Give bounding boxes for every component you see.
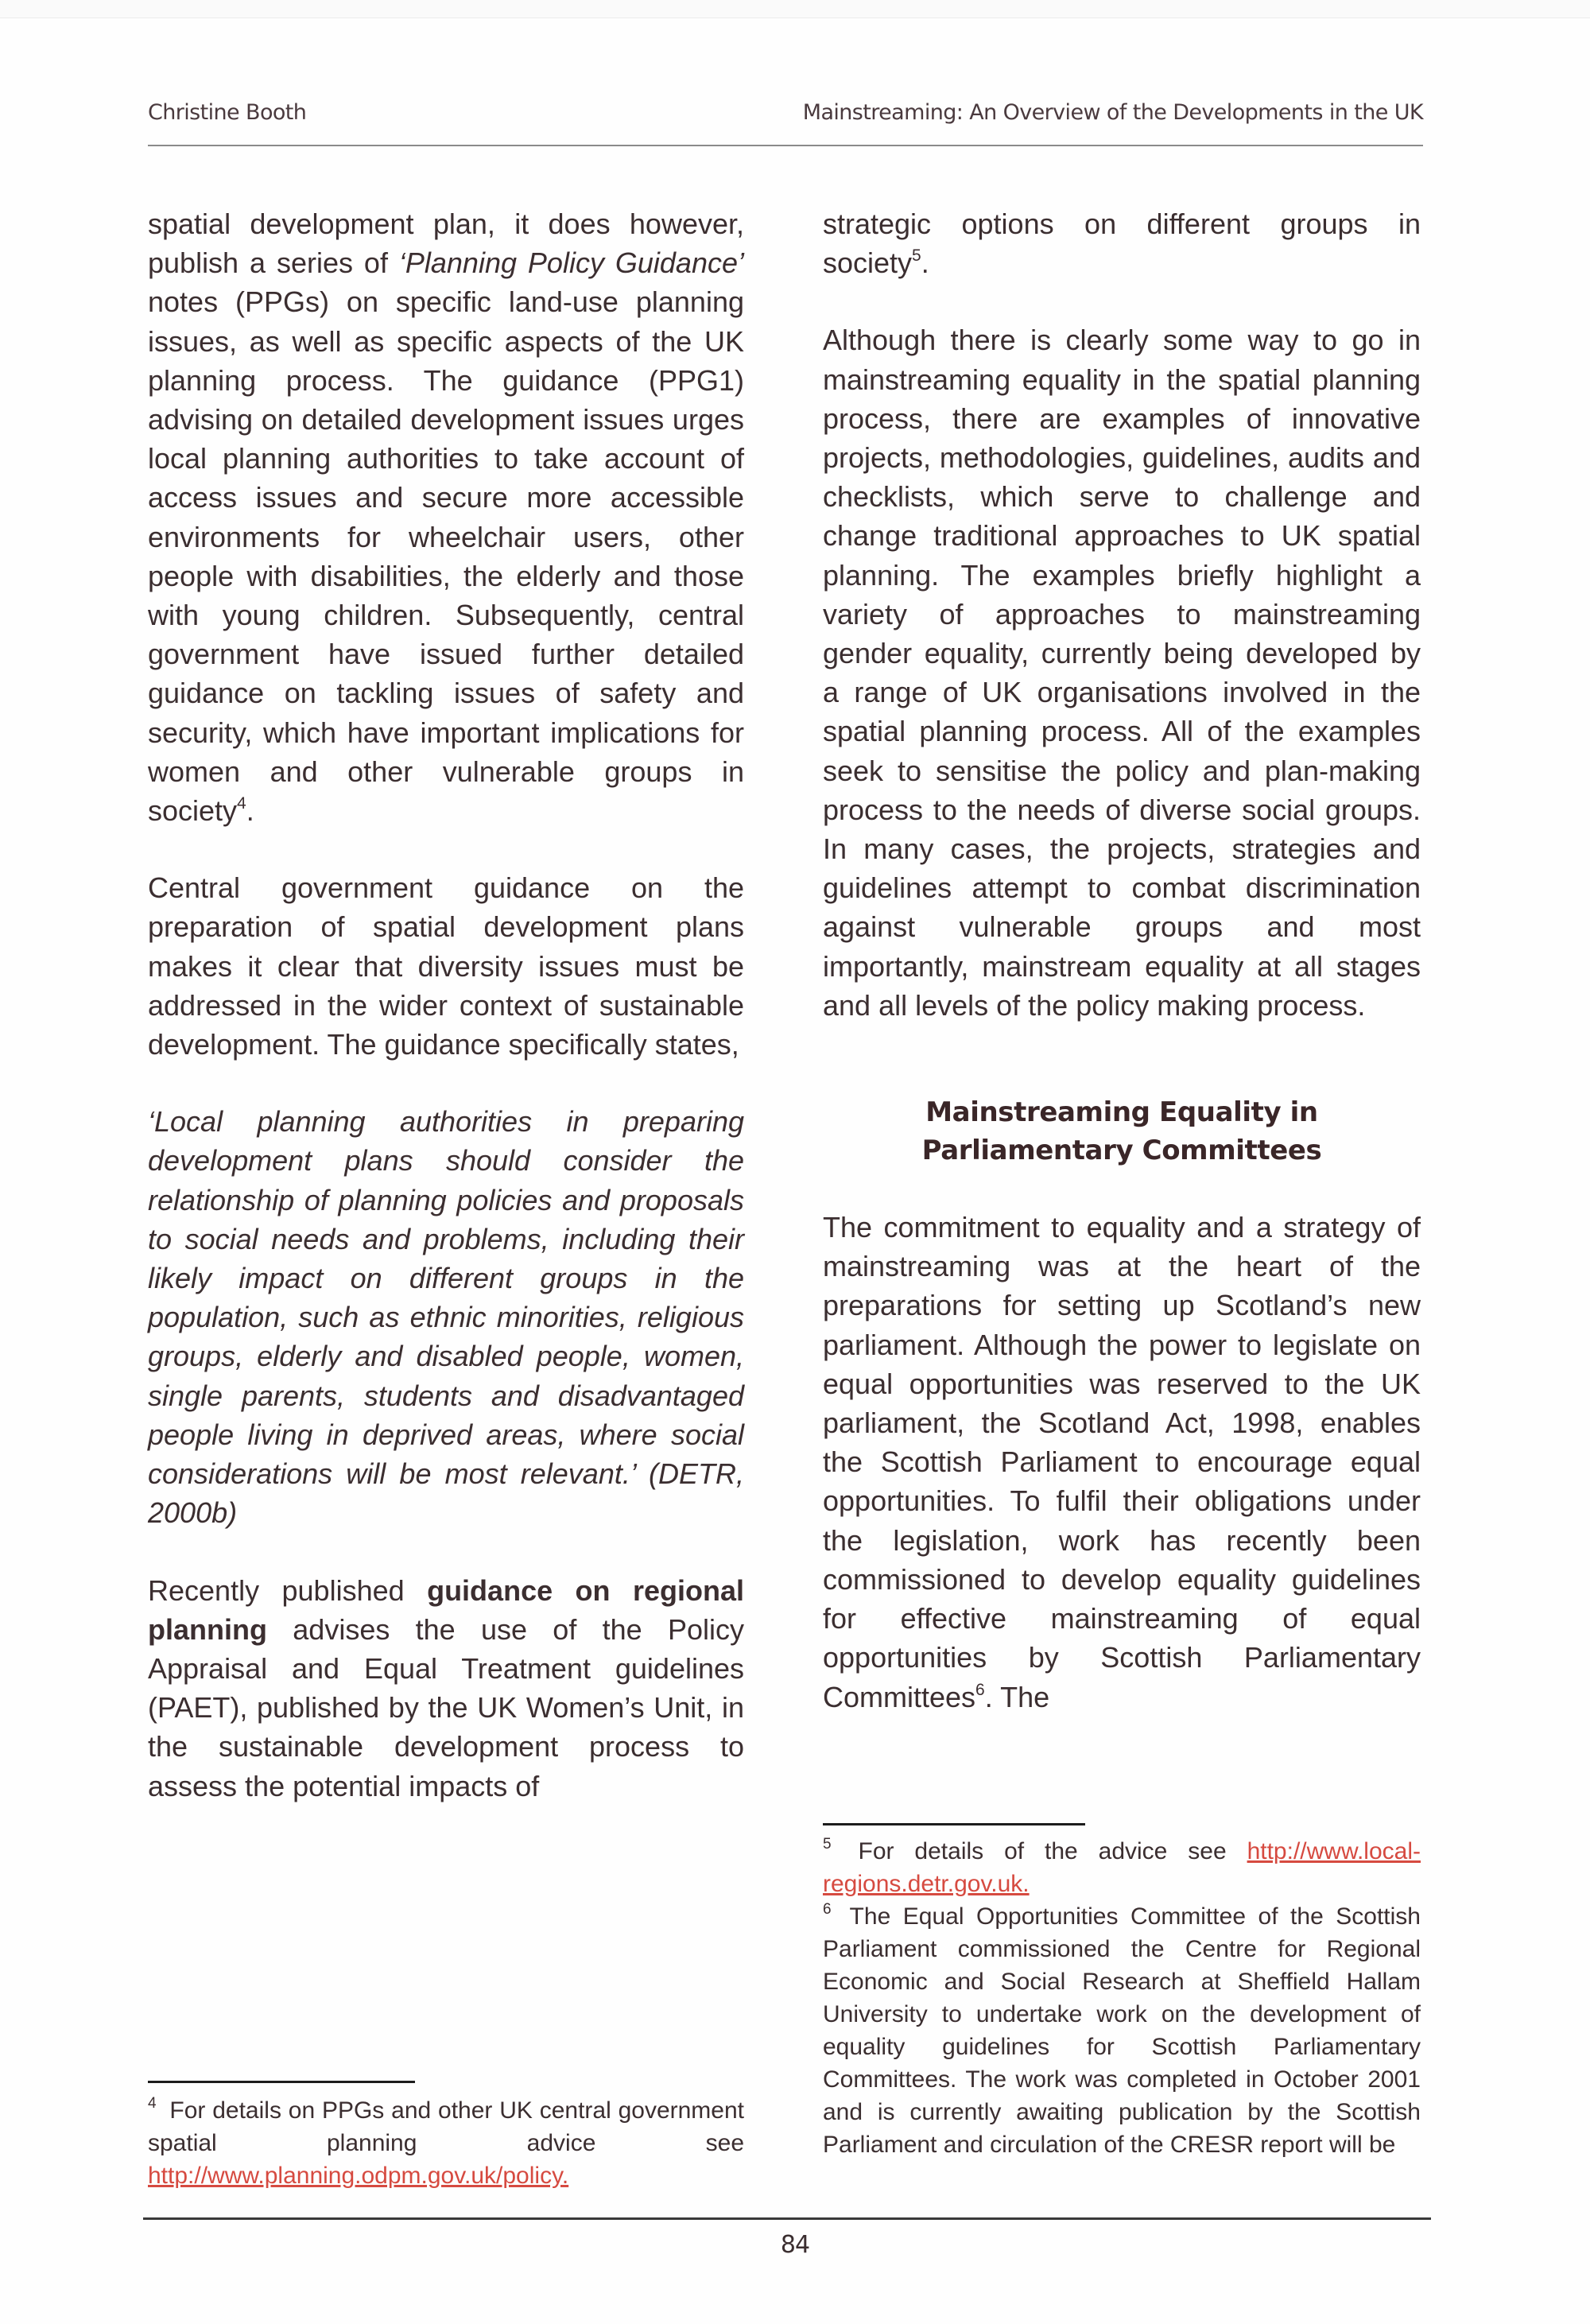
text-run: spatial development plan, it does however, publish a series of bbox=[148, 208, 744, 280]
text-run: The commitment to equality and a strategy of mainstreaming was at the heart of the preparations for setting up Scotland’s new parliament. Although the power to legislate on equal opportunities was reserved to the UK parliament, the Scotland Act, 1998, enables the Scottish Parliament to encourage equal opportunities. To fulfil their obligations under the legislation, work has recently been commissioned to develop equality guidelines for effective mainstreaming of equal opportunities by Scottish Parliamentary Committees bbox=[823, 1211, 1421, 1713]
header-title: Mainstreaming: An Overview of the Developments in the UK bbox=[802, 100, 1423, 125]
footnote-6 bbox=[823, 1900, 1421, 2161]
footnote-ref-4[interactable]: 4 bbox=[237, 794, 246, 813]
footnote-ref-5[interactable]: 5 bbox=[912, 246, 921, 266]
footnote-4 bbox=[148, 2094, 744, 2192]
header-rule bbox=[148, 145, 1423, 146]
text-run: advises the use of the Policy Appraisal and Equal Treatment guidelines (PAET), published by the UK Women’s Unit, in the sustainable development process to assess the potential impacts of bbox=[148, 1612, 744, 1802]
text-run: . bbox=[921, 246, 929, 280]
scan-top-edge bbox=[0, 0, 1590, 18]
footnote-ref-6[interactable]: 6 bbox=[975, 1680, 985, 1699]
footnote-5 bbox=[823, 1835, 1421, 1900]
footnotes-right bbox=[823, 1835, 1421, 2161]
paragraph-ppg bbox=[148, 204, 744, 830]
footnote-separator-right bbox=[823, 1823, 1085, 1825]
text-run: strategic options on different groups in society bbox=[823, 208, 1421, 280]
section-heading-line-2: Parliamentary Committees bbox=[921, 1135, 1322, 1167]
paragraph-strategic-options bbox=[823, 204, 1421, 282]
running-header bbox=[148, 100, 1423, 132]
footnotes-left bbox=[148, 2094, 744, 2192]
page-number: 84 bbox=[780, 2231, 810, 2259]
paragraph-central-guidance: Central government guidance on the preparation of spatial development plans makes it clear that diversity issues must be addressed in the wider context of sustainable development. The guidance specifically states, bbox=[148, 871, 744, 1061]
footnote-link[interactable]: http://www.planning.odpm.gov.uk/policy. bbox=[148, 2163, 569, 2189]
footnote-number: 6 bbox=[823, 1901, 832, 1918]
footnote-text: For details of the advice see bbox=[837, 1838, 1247, 1864]
bold-phrase: guidance on regional planning bbox=[148, 1573, 744, 1646]
paragraph-regional-planning bbox=[148, 1571, 744, 1806]
footnote-text: The Equal Opportunities Committee of the Scottish Parliament commissioned the Centre for Regional Economic and Social Research at Sheffield Hallam University to undertake work on the development of equality guidelines for Scottish Parliamentary Committees. The work was completed in October 2001 and is currently awaiting publication by the Scottish Parliament and circulation of the CRESR report will be bbox=[823, 1903, 1421, 2158]
text-run: notes (PPGs) on specific land-use planning issues, as well as specific aspects of the UK planning process. The guidance (PPG1) advising on detailed development issues urges local planning authorities to take account of access issues and secure more accessible environments for wheelchair users, other people with disabilities, the elderly and those with young children. Subsequently, central government have issued further detailed guidance on tackling issues of safety and security, which have important implications for women and other vulnerable groups in society bbox=[148, 285, 744, 828]
footnote-number: 4 bbox=[148, 2095, 157, 2112]
section-heading-line-1: Mainstreaming Equality in bbox=[925, 1096, 1318, 1129]
right-column bbox=[823, 204, 1421, 1717]
paragraph-examples: Although there is clearly some way to go in mainstreaming equality in the spatial planning process, there are examples of innovative projects, methodologies, guidelines, audits and checklists, which serve to challenge and change traditional approaches to UK spatial planning. The examples briefly highlight a variety of approaches to mainstreaming gender equality, currently being developed by a range of UK organisations involved in the spatial planning process. All of the examples seek to sensitise the policy and plan-making process to the needs of diverse social groups. In many cases, the projects, strategies and guidelines attempt to combat discrimination against vulnerable groups and most importantly, mainstream equality at all stages and all levels of the policy making process. bbox=[823, 324, 1421, 1022]
text-run: Recently published bbox=[148, 1573, 428, 1607]
footnote-number: 5 bbox=[823, 1836, 832, 1853]
section-heading bbox=[823, 1093, 1421, 1170]
footer-rule bbox=[143, 2217, 1431, 2220]
block-quote-detr: ‘Local planning authorities in preparing development plans should consider the relationship of planning policies and proposals to social needs and problems, including their likely impact on different groups in the population, such as ethnic minorities, religious groups, elderly and disabled people, women, single parents, students and disadvantaged people living in deprived areas, where social considerations will be most relevant.’ (DETR, 2000b) bbox=[148, 1105, 744, 1530]
text-run: . The bbox=[984, 1680, 1050, 1713]
footnote-separator-left bbox=[148, 2081, 415, 2083]
paragraph-scottish-parliament bbox=[823, 1208, 1421, 1717]
italic-title: ‘Planning Policy Guidance’ bbox=[398, 246, 744, 280]
left-column bbox=[148, 204, 744, 1806]
footnote-text: For details on PPGs and other UK central government spatial planning advice see bbox=[148, 2097, 744, 2156]
text-run: . bbox=[246, 794, 254, 828]
footnote-link[interactable]: http://www.local-regions.detr.gov.uk. bbox=[823, 1838, 1421, 1897]
header-author: Christine Booth bbox=[148, 100, 307, 125]
